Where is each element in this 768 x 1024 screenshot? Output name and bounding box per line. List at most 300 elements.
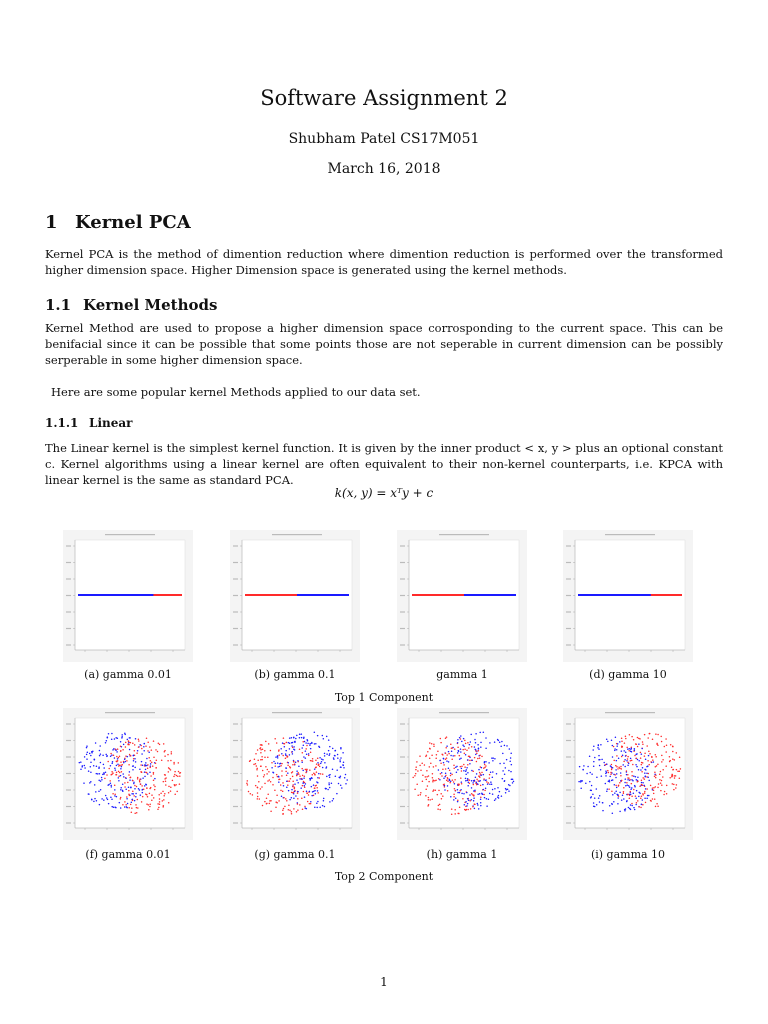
point-class-a [500, 746, 502, 748]
point-class-b [305, 769, 307, 771]
point-class-a [83, 782, 85, 784]
point-class-b [302, 809, 304, 811]
point-class-b [484, 790, 486, 792]
point-class-b [420, 792, 422, 794]
point-class-a [114, 795, 116, 797]
point-class-a [284, 746, 286, 748]
point-class-b [627, 761, 629, 763]
point-class-a [135, 796, 137, 798]
point-class-b [680, 768, 682, 770]
point-class-a [114, 738, 116, 740]
point-class-b [129, 795, 131, 797]
point-class-b [173, 762, 175, 764]
point-class-b [157, 809, 159, 811]
point-class-b [435, 790, 437, 792]
point-class-a [511, 764, 513, 766]
point-class-b [464, 809, 466, 811]
point-class-b [644, 792, 646, 794]
point-class-b [265, 741, 267, 743]
point-class-a [115, 749, 117, 751]
point-class-a [303, 777, 305, 779]
point-class-b [669, 756, 671, 758]
point-class-a [141, 753, 143, 755]
y-tick-label [66, 595, 71, 596]
point-class-a [96, 765, 98, 767]
point-class-a [444, 789, 446, 791]
point-class-b [427, 751, 429, 753]
point-class-b [633, 789, 635, 791]
point-class-a [618, 757, 620, 759]
point-class-b [247, 780, 249, 782]
point-class-a [468, 781, 470, 783]
y-tick-label [566, 806, 571, 807]
point-class-a [317, 777, 319, 779]
y-tick-label [400, 806, 405, 807]
point-class-a [279, 766, 281, 768]
point-class-a [332, 748, 334, 750]
point-class-a [605, 783, 607, 785]
point-class-b [636, 758, 638, 760]
y-tick-label [566, 595, 571, 596]
point-class-a [613, 801, 615, 803]
point-class-b [170, 769, 172, 771]
point-class-b [481, 772, 483, 774]
point-class-b [159, 804, 161, 806]
point-class-b [155, 763, 157, 765]
point-class-b [104, 778, 106, 780]
point-class-a [95, 742, 97, 744]
plot-title-mark [439, 534, 489, 535]
point-class-a [275, 756, 277, 758]
caption-d: (d) gamma 10 [589, 668, 667, 681]
point-class-b [608, 788, 610, 790]
point-class-a [623, 798, 625, 800]
point-class-b [467, 809, 469, 811]
point-class-b [282, 782, 284, 784]
point-class-b [292, 792, 294, 794]
point-class-b [179, 772, 181, 774]
point-class-b [124, 801, 126, 803]
point-class-a [630, 793, 632, 795]
point-class-b [119, 755, 121, 757]
point-class-b [679, 778, 681, 780]
point-class-a [504, 780, 506, 782]
point-class-b [274, 738, 276, 740]
point-class-a [614, 792, 616, 794]
point-class-b [264, 774, 266, 776]
point-class-b [641, 796, 643, 798]
point-class-b [269, 800, 271, 802]
point-class-a [606, 738, 608, 740]
point-class-a [626, 760, 628, 762]
point-class-b [659, 779, 661, 781]
point-class-b [136, 807, 138, 809]
point-class-b [641, 784, 643, 786]
point-class-b [626, 782, 628, 784]
point-class-a [506, 745, 508, 747]
y-tick-label [400, 595, 405, 596]
point-class-a [291, 745, 293, 747]
point-class-b [468, 747, 470, 749]
point-class-a [116, 751, 118, 753]
point-class-a [304, 741, 306, 743]
point-class-b [265, 766, 267, 768]
point-class-a [456, 772, 458, 774]
point-class-b [441, 775, 443, 777]
point-class-b [474, 757, 476, 759]
point-class-a [482, 794, 484, 796]
point-class-b [432, 773, 434, 775]
point-class-a [457, 742, 459, 744]
point-class-a [626, 774, 628, 776]
point-class-b [159, 798, 161, 800]
point-class-a [340, 775, 342, 777]
point-class-b [433, 766, 435, 768]
point-class-b [459, 790, 461, 792]
point-class-a [636, 790, 638, 792]
point-class-a [508, 770, 510, 772]
point-class-a [93, 765, 95, 767]
point-class-a [99, 745, 101, 747]
point-class-b [464, 766, 466, 768]
point-class-b [257, 749, 259, 751]
point-class-b [163, 799, 165, 801]
point-class-b [269, 779, 271, 781]
point-class-b [107, 761, 109, 763]
point-class-b [270, 781, 272, 783]
point-class-a [453, 799, 455, 801]
point-class-a [120, 775, 122, 777]
point-class-a [337, 754, 339, 756]
point-class-b [128, 807, 130, 809]
point-class-b [676, 784, 678, 786]
subsection-1-1-paragraph: Kernel Method are used to propose a higher dimension space corrosponding to the current space. This can be benifacial since it can be possible that some points those are not seperable in current dimension can be possibly serperable in some higher dimension space. [45, 321, 723, 367]
point-class-a [478, 769, 480, 771]
point-class-a [292, 751, 294, 753]
point-class-a [304, 785, 306, 787]
point-class-a [641, 804, 643, 806]
point-class-a [121, 766, 123, 768]
point-class-b [299, 749, 301, 751]
point-class-a [611, 803, 613, 805]
point-class-b [262, 748, 264, 750]
subsection-number: 1.1 [45, 296, 72, 314]
point-class-a [464, 804, 466, 806]
figure-i-top2-gamma-10 [563, 708, 693, 840]
point-class-b [111, 774, 113, 776]
point-class-a [510, 771, 512, 773]
point-class-b [135, 804, 137, 806]
point-class-a [479, 732, 481, 734]
point-class-a [100, 753, 102, 755]
point-class-a [607, 741, 609, 743]
subsubsection-1-1-1-paragraph: The Linear kernel is the simplest kernel function. It is given by the inner product < x, y > plus an optional constant c. Kernel algorithms using a linear kernel are often equivalent to their non-kernel counterparts, i.e. KPCA with linear kernel is the same as standard PCA. [45, 441, 723, 487]
point-class-b [280, 784, 282, 786]
point-class-b [428, 781, 430, 783]
point-class-b [151, 794, 153, 796]
subsection-1-1-intro: Here are some popular kernel Methods applied to our data set. [51, 385, 421, 399]
point-class-b [292, 747, 294, 749]
point-class-b [473, 784, 475, 786]
point-class-b [617, 768, 619, 770]
point-class-b [453, 765, 455, 767]
point-class-b [110, 753, 112, 755]
point-class-b [671, 775, 673, 777]
point-class-a [333, 758, 335, 760]
point-class-a [311, 777, 313, 779]
point-class-a [485, 787, 487, 789]
point-class-a [638, 769, 640, 771]
point-class-b [146, 803, 148, 805]
point-class-a [278, 781, 280, 783]
point-class-a [477, 803, 479, 805]
point-class-b [445, 775, 447, 777]
point-class-a [307, 743, 309, 745]
point-class-a [92, 750, 94, 752]
point-class-a [450, 772, 452, 774]
point-class-b [125, 804, 127, 806]
point-class-a [329, 787, 331, 789]
point-class-b [151, 762, 153, 764]
point-class-a [616, 749, 618, 751]
point-class-b [261, 744, 263, 746]
point-class-b [483, 778, 485, 780]
point-class-b [660, 782, 662, 784]
point-class-a [630, 789, 632, 791]
point-class-a [326, 766, 328, 768]
point-class-a [638, 760, 640, 762]
point-class-b [654, 798, 656, 800]
point-class-b [304, 787, 306, 789]
point-class-b [440, 793, 442, 795]
point-class-a [634, 748, 636, 750]
point-class-b [450, 775, 452, 777]
point-class-a [329, 746, 331, 748]
point-class-b [285, 771, 287, 773]
point-class-b [302, 741, 304, 743]
point-class-a [106, 797, 108, 799]
linear-kernel-equation: k(x, y) = xᵀy + c [334, 486, 434, 500]
point-class-a [449, 780, 451, 782]
point-class-a [642, 799, 644, 801]
point-class-b [257, 786, 259, 788]
point-class-a [443, 762, 445, 764]
point-class-a [139, 769, 141, 771]
point-class-b [145, 793, 147, 795]
point-class-a [122, 790, 124, 792]
point-class-b [297, 809, 299, 811]
point-class-a [96, 773, 98, 775]
point-class-b [318, 764, 320, 766]
point-class-a [332, 800, 334, 802]
point-class-b [134, 812, 136, 814]
caption-h: (h) gamma 1 [426, 848, 498, 861]
y-tick-label [566, 545, 571, 546]
point-class-b [266, 773, 268, 775]
point-class-b [627, 758, 629, 760]
point-class-b [644, 734, 646, 736]
point-class-b [429, 799, 431, 801]
point-class-a [605, 773, 607, 775]
point-class-a [345, 774, 347, 776]
point-class-b [129, 754, 131, 756]
point-class-b [153, 757, 155, 759]
point-class-b [480, 766, 482, 768]
point-class-a [484, 797, 486, 799]
point-class-b [437, 794, 439, 796]
date: March 16, 2018 [327, 161, 441, 177]
point-class-b [319, 766, 321, 768]
point-class-a [461, 793, 463, 795]
point-class-a [88, 793, 90, 795]
point-class-a [630, 804, 632, 806]
point-class-a [509, 761, 511, 763]
point-class-b [457, 799, 459, 801]
point-class-a [592, 793, 594, 795]
point-class-a [605, 770, 607, 772]
point-class-b [458, 813, 460, 815]
point-class-a [470, 741, 472, 743]
point-class-a [476, 773, 478, 775]
point-class-b [452, 779, 454, 781]
point-class-a [489, 784, 491, 786]
point-class-a [333, 798, 335, 800]
point-class-a [144, 743, 146, 745]
point-class-b [278, 754, 280, 756]
point-class-b [291, 813, 293, 815]
point-class-a [107, 799, 109, 801]
point-class-b [642, 743, 644, 745]
point-class-b [301, 760, 303, 762]
point-class-b [428, 799, 430, 801]
point-class-a [342, 752, 344, 754]
point-class-b [453, 796, 455, 798]
point-class-a [98, 779, 100, 781]
point-class-a [323, 798, 325, 800]
point-class-b [310, 803, 312, 805]
point-class-a [279, 763, 281, 765]
point-class-b [652, 798, 654, 800]
point-class-a [146, 784, 148, 786]
point-class-b [297, 772, 299, 774]
point-class-b [132, 800, 134, 802]
point-class-b [272, 777, 274, 779]
point-class-a [494, 758, 496, 760]
point-class-b [649, 753, 651, 755]
point-class-b [303, 791, 305, 793]
point-class-a [507, 788, 509, 790]
point-class-a [296, 735, 298, 737]
point-class-b [268, 771, 270, 773]
point-class-a [633, 793, 635, 795]
point-class-a [648, 755, 650, 757]
point-class-a [589, 755, 591, 757]
point-class-a [273, 761, 275, 763]
point-class-b [613, 746, 615, 748]
point-class-a [612, 767, 614, 769]
point-class-b [421, 763, 423, 765]
point-class-b [486, 781, 488, 783]
point-class-b [655, 754, 657, 756]
point-class-b [116, 774, 118, 776]
point-class-a [345, 783, 347, 785]
point-class-b [150, 760, 152, 762]
point-class-a [86, 754, 88, 756]
point-class-b [255, 753, 257, 755]
point-class-a [480, 746, 482, 748]
point-class-b [260, 747, 262, 749]
point-class-a [446, 745, 448, 747]
point-class-b [140, 784, 142, 786]
point-class-a [131, 801, 133, 803]
point-class-b [167, 754, 169, 756]
point-class-b [136, 752, 138, 754]
point-class-a [513, 781, 515, 783]
point-class-a [111, 786, 113, 788]
point-class-a [324, 755, 326, 757]
point-class-a [294, 791, 296, 793]
point-class-b [469, 800, 471, 802]
point-class-a [598, 748, 600, 750]
point-class-b [439, 804, 441, 806]
point-class-b [260, 766, 262, 768]
point-class-b [307, 801, 309, 803]
point-class-a [646, 798, 648, 800]
figure-d-top1-gamma-10 [563, 530, 693, 662]
figure-b-top1-gamma-0.1 [230, 530, 360, 662]
point-class-b [155, 767, 157, 769]
point-class-a [128, 742, 130, 744]
point-class-b [291, 792, 293, 794]
point-class-a [617, 743, 619, 745]
point-class-b [319, 777, 321, 779]
point-class-a [339, 777, 341, 779]
point-class-b [289, 809, 291, 811]
point-class-a [593, 746, 595, 748]
point-class-b [621, 746, 623, 748]
point-class-a [311, 742, 313, 744]
point-class-b [489, 774, 491, 776]
point-class-b [112, 772, 114, 774]
point-class-b [151, 749, 153, 751]
point-class-a [114, 789, 116, 791]
point-class-b [275, 801, 277, 803]
point-class-a [134, 758, 136, 760]
y-tick-label [66, 611, 71, 612]
point-class-b [657, 806, 659, 808]
point-class-a [591, 785, 593, 787]
point-class-a [289, 748, 291, 750]
point-class-a [446, 760, 448, 762]
caption-c: gamma 1 [436, 668, 488, 681]
point-class-a [450, 780, 452, 782]
point-class-b [468, 755, 470, 757]
point-class-a [131, 793, 133, 795]
point-class-b [480, 796, 482, 798]
point-class-a [120, 768, 122, 770]
point-class-a [125, 761, 127, 763]
point-class-b [262, 770, 264, 772]
section-title: Kernel PCA [75, 212, 191, 233]
point-class-b [451, 808, 453, 810]
point-class-a [127, 739, 129, 741]
y-tick-label [233, 644, 238, 645]
point-class-b [134, 750, 136, 752]
point-class-b [453, 767, 455, 769]
point-class-b [460, 777, 462, 779]
point-class-a [616, 773, 618, 775]
point-class-b [657, 745, 659, 747]
